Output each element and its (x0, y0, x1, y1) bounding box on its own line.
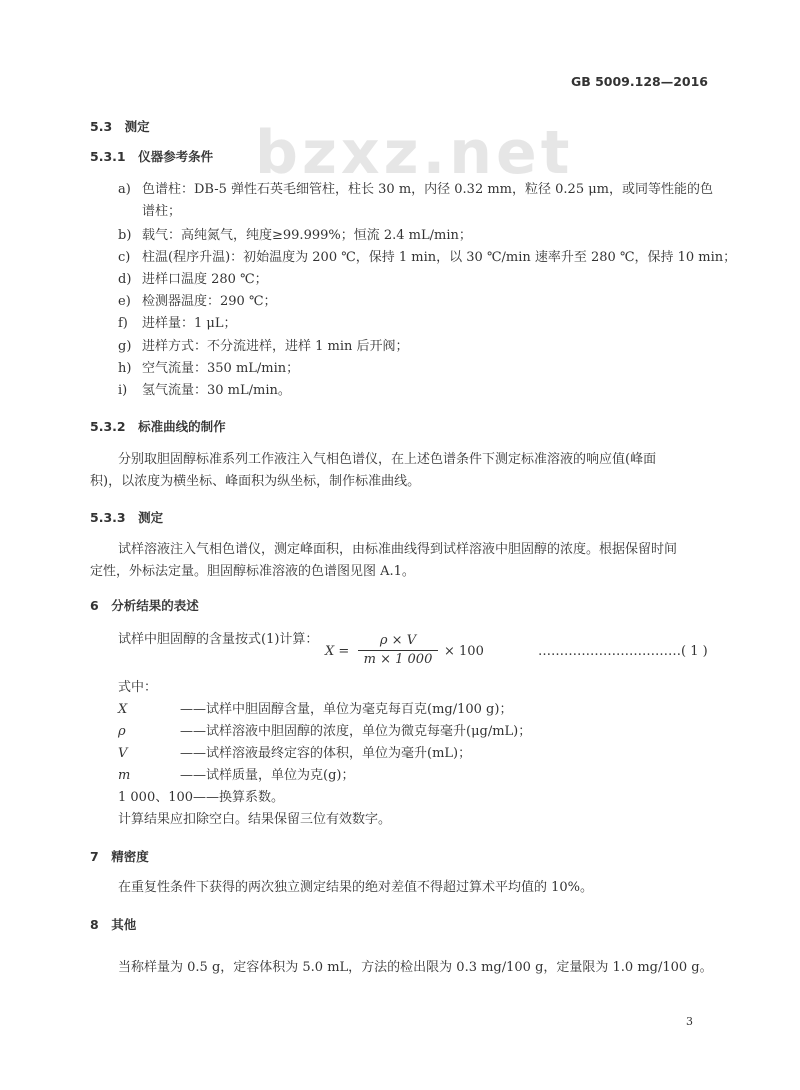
formula-number: ……………………………( 1 ) (538, 644, 708, 659)
list-label: h) (118, 361, 132, 376)
formula-numerator: ρ × V (358, 632, 438, 651)
variable-symbol: X (118, 702, 128, 717)
formula-lhs: X = (325, 644, 350, 659)
section-heading: 7 精密度 (90, 849, 149, 864)
section-heading: 5.3.2 标准曲线的制作 (90, 419, 226, 434)
list-item: 进样量：1 μL； (142, 316, 237, 331)
variable-symbol: V (118, 746, 128, 761)
section-heading: 5.3.3 测定 (90, 510, 164, 525)
variable-symbol: ρ (118, 724, 126, 739)
list-item: 载气：高纯氮气，纯度≥99.999%；恒流 2.4 mL/min； (142, 228, 472, 243)
list-item: 色谱柱：DB-5 弹性石英毛细管柱，柱长 30 m，内径 0.32 mm，粒径 0.25 μm，或同等性能的色 (142, 182, 713, 197)
variable-description: ——试样中胆固醇含量，单位为毫克每百克(mg/100 g)； (180, 702, 513, 717)
list-label: g) (118, 339, 132, 354)
paragraph-line: 试样中胆固醇的含量按式(1)计算： (118, 632, 319, 647)
variable-description: ——试样质量，单位为克(g)； (180, 768, 355, 783)
list-item-continued: 谱柱； (142, 204, 182, 219)
formula-fraction (358, 632, 438, 668)
list-item: 氢气流量：30 mL/min。 (142, 383, 291, 398)
section-heading: 5.3.1 仪器参考条件 (90, 149, 214, 164)
list-item: 检测器温度：290 ℃； (142, 294, 277, 309)
variable-description: ——试样溶液中胆固醇的浓度，单位为微克每毫升(μg/mL)； (180, 724, 532, 739)
list-label: d) (118, 272, 132, 287)
page-number: 3 (686, 1015, 693, 1028)
formula-denominator: m × 1 000 (363, 652, 433, 667)
section-heading: 6 分析结果的表述 (90, 598, 199, 613)
standard-number: GB 5009.128—2016 (570, 74, 708, 89)
list-label: i) (118, 383, 128, 398)
list-item: 柱温(程序升温)：初始温度为 200 ℃，保持 1 min，以 30 ℃/min 速率升至 280 ℃，保持 10 min； (142, 250, 737, 265)
paragraph-line: 当称样量为 0.5 g，定容体积为 5.0 mL，方法的检出限为 0.3 mg/100 g，定量限为 1.0 mg/100 g。 (118, 960, 713, 975)
list-item: 进样口温度 280 ℃； (142, 272, 268, 287)
list-item: 空气流量：350 mL/min； (142, 361, 300, 376)
list-label: f) (118, 316, 128, 331)
paragraph-line: 积)，以浓度为横坐标、峰面积为纵坐标，制作标准曲线。 (90, 474, 421, 489)
variable-symbol: m (118, 768, 131, 783)
variable-description: ——试样溶液最终定容的体积，单位为毫升(mL)； (180, 746, 472, 761)
formula-rhs: × 100 (444, 644, 484, 659)
list-item: 进样方式：不分流进样，进样 1 min 后开阀； (142, 339, 409, 354)
where-label: 式中： (118, 680, 158, 695)
conversion-factors: 1 000、100——换算系数。 (118, 790, 285, 805)
calculation-note: 计算结果应扣除空白。结果保留三位有效数字。 (118, 812, 392, 827)
list-label: b) (118, 228, 132, 243)
paragraph-line: 定性，外标法定量。胆固醇标准溶液的色谱图见图 A.1。 (90, 564, 415, 579)
list-label: a) (118, 182, 131, 197)
section-heading: 8 其他 (90, 917, 137, 932)
paragraph-line: 分别取胆固醇标准系列工作液注入气相色谱仪，在上述色谱条件下测定标准溶液的响应值(峰面 (118, 452, 657, 467)
paragraph-line: 试样溶液注入气相色谱仪，测定峰面积，由标准曲线得到试样溶液中胆固醇的浓度。根据保留时间 (118, 542, 678, 557)
list-label: c) (118, 250, 131, 265)
watermark: bzxz.net (255, 118, 574, 188)
list-label: e) (118, 294, 131, 309)
section-heading: 5.3 测定 (90, 119, 150, 134)
paragraph-line: 在重复性条件下获得的两次独立测定结果的绝对差值不得超过算术平均值的 10%。 (118, 880, 594, 895)
